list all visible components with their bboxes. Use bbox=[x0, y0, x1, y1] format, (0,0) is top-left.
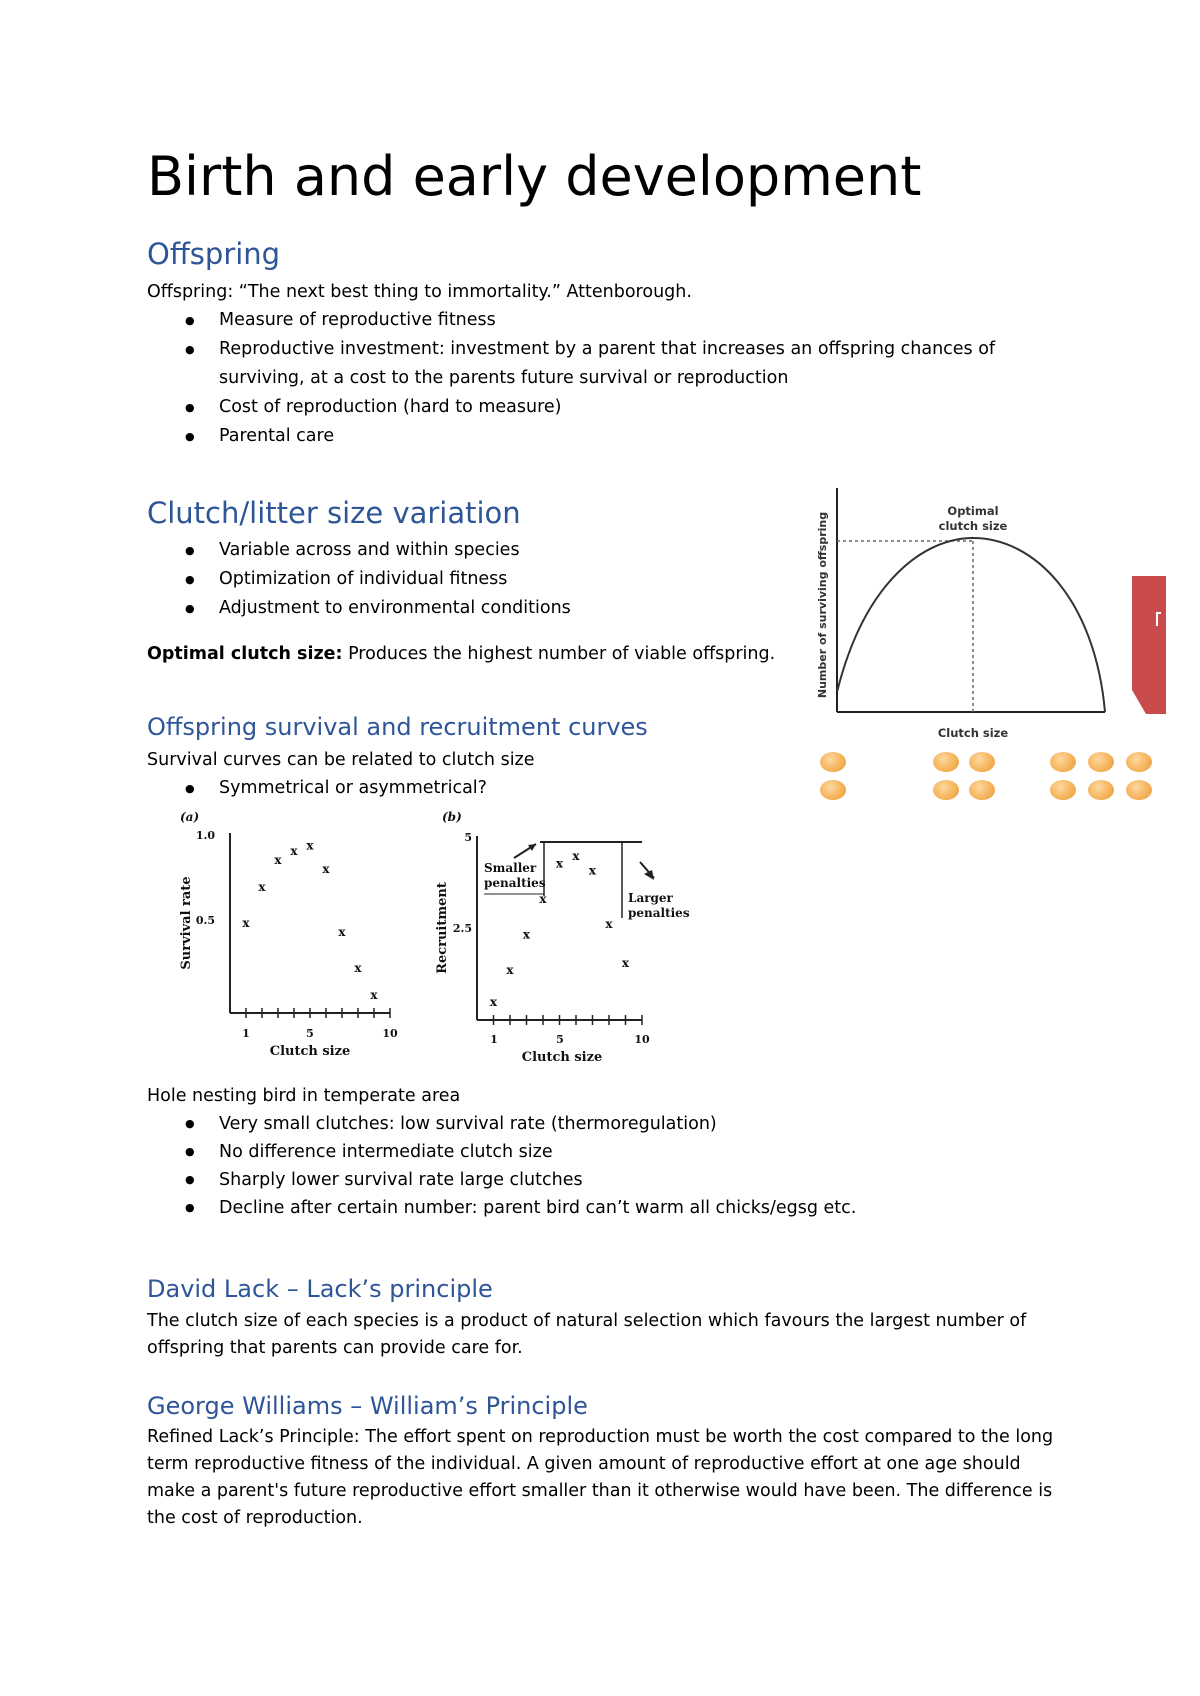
clutch-bullet-list bbox=[147, 536, 787, 623]
hole-nesting-intro: Hole nesting bird in temperate area bbox=[147, 1086, 461, 1106]
data-point: x bbox=[322, 862, 330, 876]
egg-icon bbox=[933, 780, 959, 800]
data-point: x bbox=[506, 963, 514, 978]
side-tab[interactable] bbox=[1126, 576, 1166, 714]
data-point: x bbox=[489, 995, 498, 1010]
y-axis-label: Recruitment bbox=[435, 882, 450, 974]
data-point: x bbox=[370, 988, 378, 1002]
annotation-line: Larger bbox=[628, 891, 673, 905]
y-tick-label: 5 bbox=[464, 831, 472, 844]
data-point: x bbox=[572, 849, 580, 864]
y-tick-label: 1.0 bbox=[195, 829, 215, 842]
data-point: x bbox=[258, 880, 266, 894]
williams-text: Refined Lack’s Principle: The effort spent on reproduction must be worth the cost compared to the long term reproductive fitness of the individual. A given amount of reproductive effort at one age should make a parent's future reproductive effort smaller than it otherwise would have been. The difference is the cost of reproduction. bbox=[147, 1427, 1054, 1528]
list-item: ● No difference intermediate clutch size bbox=[147, 1138, 1047, 1166]
egg-icon bbox=[1126, 752, 1152, 772]
list-item: ● Cost of reproduction (hard to measure) bbox=[147, 393, 1047, 422]
annotation-smaller-penalties bbox=[484, 861, 546, 890]
x-axis-label: Clutch size bbox=[521, 1050, 603, 1064]
x-tick-label: 5 bbox=[556, 1033, 564, 1046]
list-item: ● Variable across and within species bbox=[147, 536, 787, 565]
list-item: ● Optimization of individual fitness bbox=[147, 565, 787, 594]
y-tick-label: 2.5 bbox=[452, 922, 472, 935]
page-title: Birth and early development bbox=[147, 145, 922, 208]
annotation-line: penalties bbox=[628, 906, 690, 920]
data-point: x bbox=[338, 925, 346, 939]
fitness-curve bbox=[837, 538, 1105, 712]
egg-icon bbox=[1088, 752, 1114, 772]
data-point: x bbox=[539, 891, 547, 906]
data-point: x bbox=[354, 961, 362, 975]
x-tick-label: 1 bbox=[490, 1033, 498, 1046]
x-axis-label: Clutch size bbox=[269, 1044, 351, 1058]
egg-icon bbox=[1088, 780, 1114, 800]
data-point: x bbox=[306, 838, 314, 853]
survival-heading: Offspring survival and recruitment curves bbox=[147, 713, 648, 741]
egg-icon bbox=[1050, 780, 1076, 800]
list-item: ● Decline after certain number: parent bird can’t warm all chicks/egsg etc. bbox=[147, 1194, 1047, 1222]
panel-label: (b) bbox=[442, 810, 462, 824]
data-point: x bbox=[522, 927, 531, 942]
recruitment-chart bbox=[432, 808, 700, 1064]
list-item: ● Reproductive investment: investment by a parent that increases an offspring chances of surviving, at a cost to the parents future survival or reproduction bbox=[147, 335, 999, 393]
data-point: x bbox=[290, 844, 298, 858]
data-point: x bbox=[621, 956, 630, 971]
optimal-clutch-text: Produces the highest number of viable offspring. bbox=[342, 644, 776, 664]
data-point: x bbox=[555, 856, 564, 871]
y-axis-label: Number of surviving offspring bbox=[816, 511, 829, 699]
x-tick-label: 10 bbox=[382, 1027, 398, 1040]
survival-rate-chart bbox=[172, 808, 410, 1058]
list-item: ● Parental care bbox=[147, 422, 1047, 451]
annotation-larger-penalties bbox=[628, 891, 690, 920]
egg-icon bbox=[820, 780, 846, 800]
x-tick-label: 1 bbox=[242, 1027, 250, 1040]
egg-icon bbox=[969, 752, 995, 772]
offspring-bullet-list bbox=[147, 306, 1047, 451]
list-item: ● Symmetrical or asymmetrical? bbox=[147, 774, 787, 803]
panel-label: (a) bbox=[180, 810, 200, 824]
x-tick-label: 10 bbox=[634, 1033, 650, 1046]
list-item: ● Very small clutches: low survival rate (thermoregulation) bbox=[147, 1110, 1047, 1138]
optimal-clutch-term: Optimal clutch size: bbox=[147, 644, 343, 664]
egg-icon bbox=[1126, 780, 1152, 800]
clutch-heading: Clutch/litter size variation bbox=[147, 496, 521, 530]
data-point: x bbox=[588, 863, 597, 878]
egg-icon bbox=[820, 752, 846, 772]
lack-text: The clutch size of each species is a product of natural selection which favours the largest number of offspring that parents can provide care for. bbox=[147, 1311, 1027, 1358]
williams-heading: George Williams – William’s Principle bbox=[147, 1392, 588, 1420]
annotation-line: Smaller bbox=[484, 861, 537, 875]
data-point: x bbox=[605, 916, 613, 931]
egg-icon bbox=[969, 780, 995, 800]
survival-bullet-list bbox=[147, 774, 787, 803]
y-tick-label: 0.5 bbox=[195, 914, 215, 927]
hole-nesting-bullet-list bbox=[147, 1110, 1047, 1222]
list-item: ● Sharply lower survival rate large clutches bbox=[147, 1166, 1047, 1194]
egg-icon bbox=[933, 752, 959, 772]
x-axis-label: Clutch size bbox=[937, 726, 1009, 740]
annotation-line: penalties bbox=[484, 876, 546, 890]
data-point: x bbox=[274, 853, 282, 867]
offspring-heading: Offspring bbox=[147, 237, 281, 271]
lack-heading: David Lack – Lack’s principle bbox=[147, 1275, 493, 1303]
list-item: ● Measure of reproductive fitness bbox=[147, 306, 1047, 335]
optimal-clutch-definition bbox=[147, 641, 775, 668]
egg-icon bbox=[1050, 752, 1076, 772]
y-axis-label: Survival rate bbox=[179, 876, 194, 970]
side-tab-shape bbox=[1132, 576, 1166, 714]
data-point: x bbox=[242, 916, 250, 930]
optimal-label-2: clutch size bbox=[938, 519, 1008, 533]
survival-intro: Survival curves can be related to clutch size bbox=[147, 750, 535, 770]
optimal-label-1: Optimal bbox=[947, 504, 999, 518]
x-tick-label: 5 bbox=[306, 1027, 314, 1040]
offspring-intro: Offspring: “The next best thing to immortality.” Attenborough. bbox=[147, 282, 692, 302]
list-item: ● Adjustment to environmental conditions bbox=[147, 594, 787, 623]
